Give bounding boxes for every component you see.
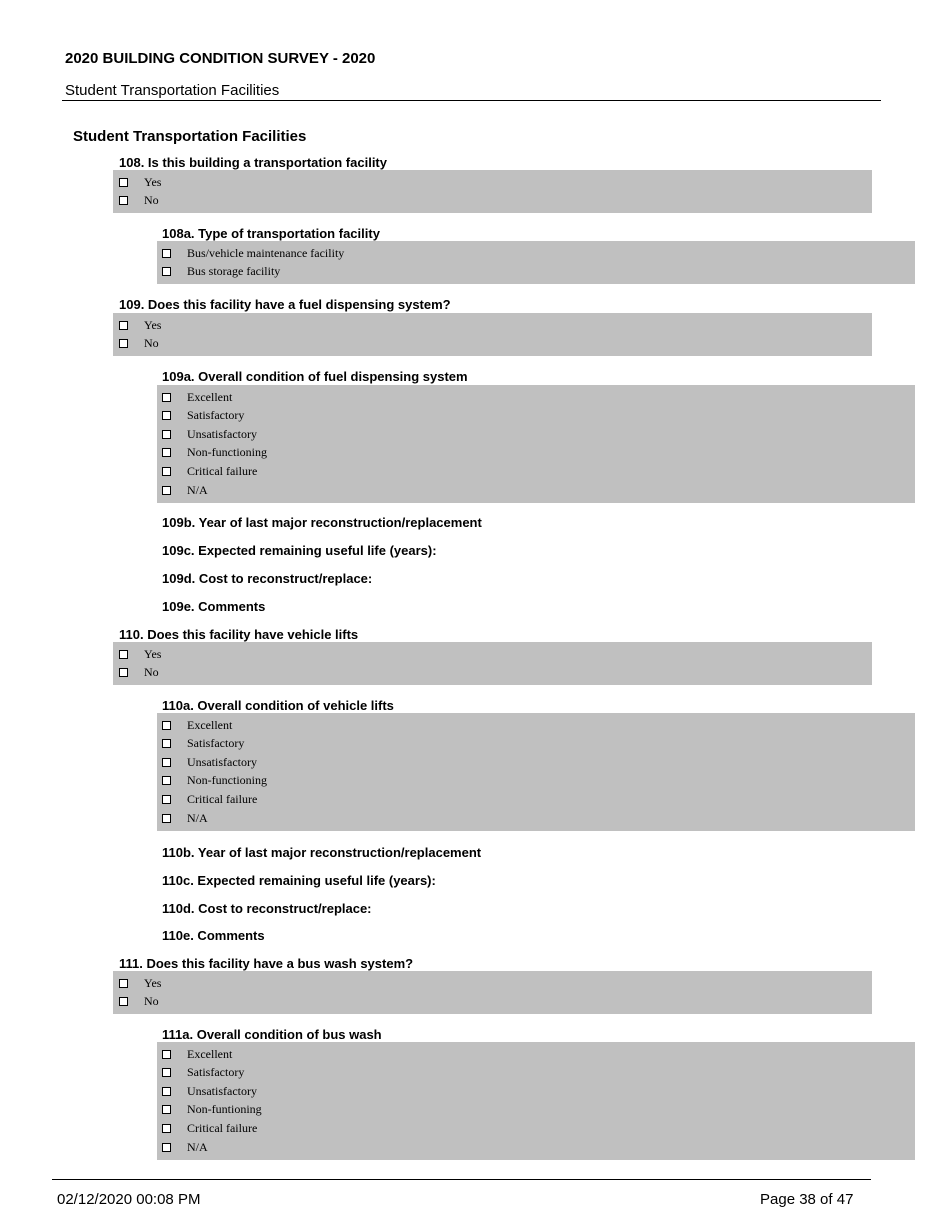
checkbox-icon[interactable] [119, 650, 128, 659]
q110a-option-unsatisfactory[interactable] [162, 753, 257, 771]
footer-rule [52, 1179, 871, 1180]
checkbox-icon[interactable] [119, 178, 128, 187]
q110-label: 110. Does this facility have vehicle lifts [119, 627, 359, 642]
q110a-options [157, 713, 915, 831]
option-label: Unsatisfactory [187, 754, 257, 769]
q109c-label: 109c. Expected remaining useful life (years): [162, 543, 437, 558]
option-label: No [144, 336, 159, 351]
option-label: N/A [187, 482, 208, 497]
q111a-option-satisfactory[interactable] [162, 1064, 244, 1082]
q110b-label: 110b. Year of last major reconstruction/replacement [162, 845, 482, 860]
q109-options [113, 313, 872, 356]
q108a-option-bus-vehicle-maintenance-facility[interactable] [162, 244, 344, 262]
option-label: N/A [187, 1139, 208, 1154]
q111a-option-n-a[interactable] [162, 1138, 208, 1156]
q110a-option-non-functioning[interactable] [162, 772, 267, 790]
option-label: Non-functioning [187, 445, 267, 460]
q111-option-no[interactable] [119, 993, 159, 1011]
q110d-label: 110d. Cost to reconstruct/replace: [162, 901, 372, 916]
option-label: Excellent [187, 1046, 233, 1061]
q109-option-yes[interactable] [119, 316, 161, 334]
checkbox-icon[interactable] [119, 321, 128, 330]
q111a-option-excellent[interactable] [162, 1045, 232, 1063]
q109-option-no[interactable] [119, 335, 159, 353]
option-label: No [144, 994, 159, 1009]
checkbox-icon[interactable] [162, 448, 171, 457]
q109a-option-satisfactory[interactable] [162, 407, 244, 425]
q110a-option-satisfactory[interactable] [162, 735, 244, 753]
option-label: Excellent [187, 717, 233, 732]
option-label: No [144, 193, 159, 208]
option-label: Satisfactory [187, 736, 245, 751]
checkbox-icon[interactable] [162, 1068, 171, 1077]
q109e-label: 109e. Comments [162, 599, 266, 614]
q109a-option-excellent[interactable] [162, 388, 232, 406]
doc-subtitle: Student Transportation Facilities [65, 82, 280, 99]
q110c-label: 110c. Expected remaining useful life (years): [162, 873, 436, 888]
checkbox-icon[interactable] [162, 393, 171, 402]
option-label: Satisfactory [187, 1065, 245, 1080]
option-label: Unsatisfactory [187, 426, 257, 441]
option-label: Non-functioning [187, 773, 267, 788]
checkbox-icon[interactable] [162, 1143, 171, 1152]
q111a-option-unsatisfactory[interactable] [162, 1082, 257, 1100]
checkbox-icon[interactable] [162, 814, 171, 823]
q108-option-yes[interactable] [119, 173, 161, 191]
q108a-options [157, 241, 915, 284]
q109b-label: 109b. Year of last major reconstruction/replacement [162, 515, 482, 530]
checkbox-icon[interactable] [162, 1124, 171, 1133]
checkbox-icon[interactable] [119, 979, 128, 988]
option-label: Unsatisfactory [187, 1083, 257, 1098]
checkbox-icon[interactable] [162, 411, 171, 420]
checkbox-icon[interactable] [119, 339, 128, 348]
q111-option-yes[interactable] [119, 974, 161, 992]
doc-title: 2020 BUILDING CONDITION SURVEY - 2020 [65, 50, 376, 67]
q110-option-yes[interactable] [119, 645, 161, 663]
q108-options [113, 170, 872, 213]
option-label: Critical failure [187, 1120, 258, 1135]
q110a-option-excellent[interactable] [162, 716, 232, 734]
option-label: Critical failure [187, 791, 258, 806]
checkbox-icon[interactable] [162, 721, 171, 730]
q111-options [113, 971, 872, 1014]
q111a-label: 111a. Overall condition of bus wash [162, 1027, 382, 1042]
option-label: Bus storage facility [187, 264, 281, 279]
option-label: Yes [144, 174, 162, 189]
q109d-label: 109d. Cost to reconstruct/replace: [162, 571, 373, 586]
q109a-option-n-a[interactable] [162, 481, 208, 499]
checkbox-icon[interactable] [162, 467, 171, 476]
checkbox-icon[interactable] [162, 758, 171, 767]
option-label: Excellent [187, 389, 233, 404]
q108-label: 108. Is this building a transportation facility [119, 155, 387, 170]
option-label: Non-funtioning [187, 1102, 262, 1117]
q111a-option-non-funtioning[interactable] [162, 1101, 262, 1119]
footer-datetime: 02/12/2020 00:08 PM [57, 1191, 201, 1208]
q111a-options [157, 1042, 915, 1160]
q108a-label: 108a. Type of transportation facility [162, 226, 380, 241]
checkbox-icon[interactable] [119, 668, 128, 677]
q111a-option-critical-failure[interactable] [162, 1119, 257, 1137]
option-label: Satisfactory [187, 408, 245, 423]
checkbox-icon[interactable] [162, 776, 171, 785]
checkbox-icon[interactable] [119, 196, 128, 205]
section-heading: Student Transportation Facilities [73, 128, 307, 145]
checkbox-icon[interactable] [119, 997, 128, 1006]
q110a-option-n-a[interactable] [162, 809, 208, 827]
checkbox-icon[interactable] [162, 739, 171, 748]
checkbox-icon[interactable] [162, 430, 171, 439]
q109a-options [157, 385, 915, 503]
footer-page-number: Page 38 of 47 [760, 1191, 854, 1208]
checkbox-icon[interactable] [162, 1105, 171, 1114]
q110a-label: 110a. Overall condition of vehicle lifts [162, 698, 394, 713]
q109a-option-non-functioning[interactable] [162, 444, 267, 462]
q109a-option-unsatisfactory[interactable] [162, 425, 257, 443]
option-label: Bus/vehicle maintenance facility [187, 245, 345, 260]
option-label: Yes [144, 975, 162, 990]
q109a-label: 109a. Overall condition of fuel dispensing system [162, 369, 468, 384]
checkbox-icon[interactable] [162, 486, 171, 495]
checkbox-icon[interactable] [162, 249, 171, 258]
q110a-option-critical-failure[interactable] [162, 790, 257, 808]
option-label: Yes [144, 646, 162, 661]
q109a-option-critical-failure[interactable] [162, 462, 257, 480]
checkbox-icon[interactable] [162, 795, 171, 804]
q110-option-no[interactable] [119, 664, 159, 682]
option-label: Yes [144, 317, 162, 332]
option-label: No [144, 665, 159, 680]
q110e-label: 110e. Comments [162, 928, 265, 943]
q108a-option-bus-storage-facility[interactable] [162, 263, 280, 281]
option-label: N/A [187, 810, 208, 825]
q108-option-no[interactable] [119, 192, 159, 210]
checkbox-icon[interactable] [162, 1087, 171, 1096]
checkbox-icon[interactable] [162, 267, 171, 276]
q109-label: 109. Does this facility have a fuel dispensing system? [119, 297, 451, 312]
option-label: Critical failure [187, 463, 258, 478]
q110-options [113, 642, 872, 685]
q111-label: 111. Does this facility have a bus wash system? [119, 956, 414, 971]
checkbox-icon[interactable] [162, 1050, 171, 1059]
